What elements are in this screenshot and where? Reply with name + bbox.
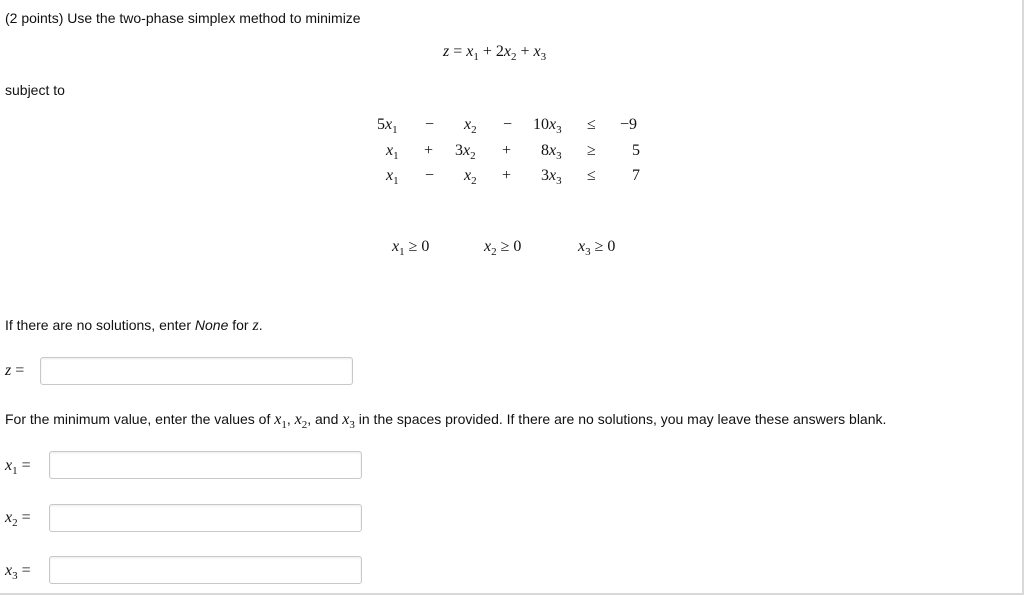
nonneg-x3: $x_3 \ge 0$ (578, 238, 616, 258)
x1-answer-input[interactable] (49, 451, 362, 479)
objective-sub-2: 2 (511, 51, 517, 63)
objective-var-3: x (533, 43, 541, 60)
constraint-rhs: 7 (632, 167, 640, 184)
constraint-op-1: − (425, 167, 435, 184)
constraint-row (370, 116, 650, 138)
nonneg-x2: $x_2 \ge 0$ (484, 238, 522, 258)
z-answer-label: z = (5, 362, 25, 379)
points-label: (2 points) (5, 10, 64, 26)
objective-coef-2: 2 (495, 43, 504, 60)
constraint-op-1: − (425, 116, 435, 133)
constraint-op-2: + (502, 167, 512, 184)
none-keyword: None (194, 317, 229, 333)
constraint-term-2: $x_2$ (464, 167, 477, 187)
problem-prompt: Use the two-phase simplex method to minimize (67, 10, 361, 26)
objective-lhs: z (443, 43, 450, 60)
x1-answer-label: $x_1$ = (5, 457, 31, 477)
objective-op-1: + (482, 43, 492, 60)
x3-answer-input[interactable] (49, 556, 362, 584)
constraint-term-1: $5x_1$ (377, 116, 398, 136)
objective-var-1: x (466, 43, 474, 60)
objective-function (443, 43, 546, 61)
constraint-term-1: $x_1$ (386, 167, 399, 187)
constraint-relation: ≤ (587, 167, 596, 184)
constraint-rhs: 5 (632, 142, 640, 159)
constraint-term-2: $x_2$ (464, 116, 477, 136)
values-note: For the minimum value, enter the values of $x_1$, $x_2$, and $x_3$ in the spaces provided. If there are no solutions, you may leave these answers blank. (5, 411, 887, 431)
constraint-term-1: $x_1$ (386, 142, 399, 162)
constraint-relation: ≤ (587, 116, 596, 133)
z-answer-input[interactable] (40, 357, 353, 385)
constraint-term-3: $3x_3$ (541, 167, 562, 187)
constraint-row (370, 142, 650, 164)
subject-to-label: subject to (5, 82, 65, 98)
constraint-row (370, 167, 650, 189)
constraint-op-1: + (424, 142, 434, 159)
objective-sub-1: 1 (473, 51, 479, 63)
nonneg-x1: $x_1 \ge 0$ (392, 238, 430, 258)
constraint-term-3: $10x_3$ (533, 116, 562, 136)
constraint-term-3: $8x_3$ (541, 142, 562, 162)
constraint-op-2: + (502, 142, 512, 159)
objective-var-2: x (503, 43, 512, 60)
x2-answer-input[interactable] (49, 504, 362, 532)
objective-eq: = (453, 43, 463, 60)
constraint-term-2: $3x_2$ (455, 142, 476, 162)
objective-sub-3: 3 (540, 51, 547, 63)
x2-answer-label: $x_2$ = (5, 509, 31, 529)
constraint-rhs: −9 (620, 116, 638, 133)
no-solution-note: If there are no solutions, enter None for z. (5, 317, 263, 334)
objective-op-2: + (520, 43, 530, 60)
constraint-op-2: − (503, 116, 513, 133)
x3-answer-label: $x_3$ = (5, 562, 31, 582)
problem-header (5, 10, 361, 26)
constraint-relation: ≥ (587, 142, 596, 159)
